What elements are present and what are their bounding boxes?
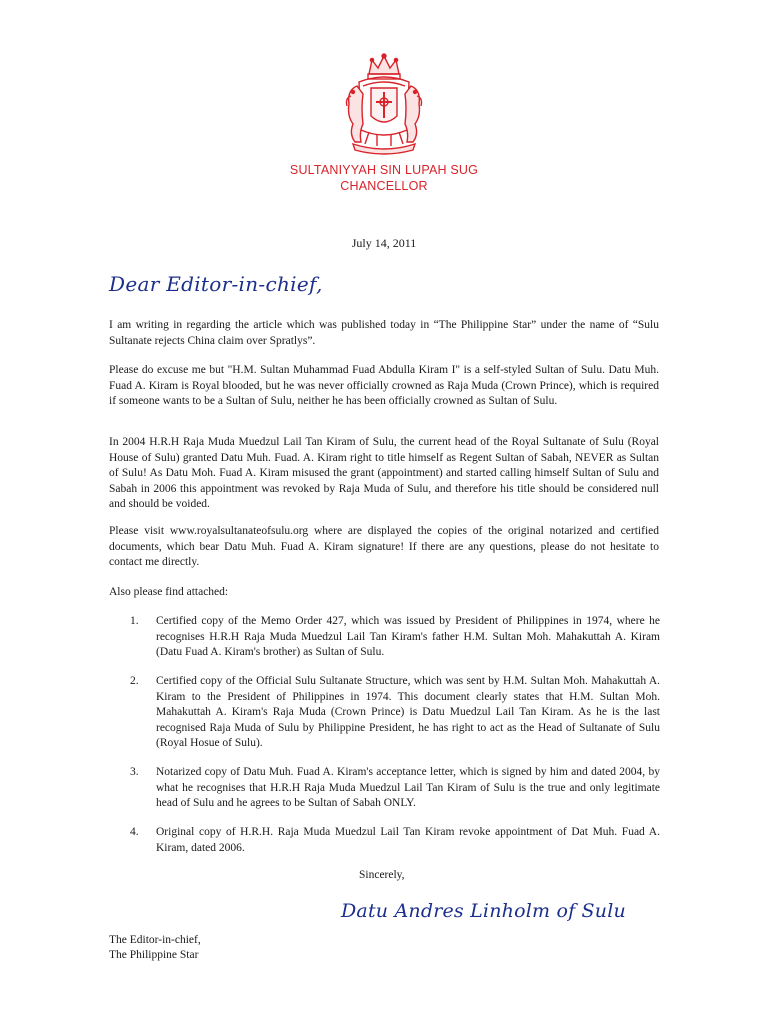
list-item-text: Original copy of H.R.H. Raja Muda Muedzul Lail Tan Kiram revoke appointment of Dat Muh. Fuad A. Kiram, dated 2006.	[156, 826, 660, 854]
salutation: Dear Editor-in-chief,	[109, 272, 323, 296]
list-item-text: Notarized copy of Datu Muh. Fuad A. Kiram's acceptance letter, which is signed by him and dated 2004, by what he recognises that H.R.H Raja Muda Muedzul Lail Tan Kiram of Sulu is the true and only legitimate head of Sulu and he agrees to be Sultan of Sabah ONLY.	[156, 766, 660, 810]
body-paragraph: In 2004 H.R.H Raja Muda Muedzul Lail Tan Kiram of Sulu, the current head of the Royal Sultanate of Sulu (Royal House of Sulu) granted Datu Muh. Fuad. A. Kiram right to title himself as Regent Sultan of Sabah, NEVER as Sultan of Sulu! As Datu Moh. Fuad A. Kiram misused the grant (appointment) and started calling himself Sultan of Sulu and Sabah in 2006 this appointment was revoked by Raja Muda of Sulu, and therefore his title should be considered null and should be voided.	[109, 436, 659, 511]
body-paragraph: I am writing in regarding the article which was published today in “The Philippine Star” under the name of “Sulu Sultanate rejects China claim over Spratlys”.	[109, 319, 659, 347]
recipient-line: The Philippine Star	[109, 949, 199, 961]
closing: Sincerely,	[359, 869, 405, 881]
organization-name: SULTANIYYAH SIN LUPAH SUG	[289, 163, 479, 177]
list-item-number: 1.	[130, 615, 139, 627]
letter-date: July 14, 2011	[351, 236, 417, 250]
list-item	[130, 825, 660, 856]
recipient-line: The Editor-in-chief,	[109, 934, 201, 946]
list-item-number: 4.	[130, 826, 139, 838]
list-item-text: Certified copy of the Official Sulu Sultanate Structure, which was sent by H.M. Sultan Moh. Mahakuttah A. Kiram to the President of Philippines in 1974. This document clearly states that H.M. Sultan Moh. Mahakuttah A. Kiram's Raja Muda (Crown Prince) is Datu Muedzul Lail Tan Kiram. As he is the last recognised Raja Muda of Sulu by Philippine President, he has right to act as the Head of Sultanate of Sulu (Royal Hosue of Sulu).	[156, 675, 660, 750]
coat-of-arms-icon	[339, 52, 429, 158]
body-paragraph: Please do excuse me but "H.M. Sultan Muhammad Fuad Abdulla Kiram I" is a self-styled Sultan of Sulu. Datu Muh. Fuad A. Kiram is Royal blooded, but he was never officially crowned as Raja Muda (Crown Prince), which is required if someone wants to be a Sultan of Sulu, neither he has been officially crowned as Sultan of Sulu.	[109, 364, 659, 408]
list-item	[130, 674, 660, 752]
attachments-intro: Also please find attached:	[109, 586, 229, 598]
list-item-number: 3.	[130, 766, 139, 778]
organization-office: CHANCELLOR	[340, 179, 428, 193]
list-item	[130, 765, 660, 812]
list-item-number: 2.	[130, 675, 139, 687]
body-paragraph: Please visit www.royalsultanateofsulu.org where are displayed the copies of the original notarized and certified documents, which bear Datu Muh. Fuad A. Kiram signature! If there are any questions, please do not hesitate to contact me directly.	[109, 525, 659, 569]
signature: Datu Andres Linholm of Sulu	[341, 900, 626, 922]
list-item-text: Certified copy of the Memo Order 427, which was issued by President of Philippines in 1974, where he recognises H.R.H Raja Muda Muedzul Lail Tan Kiram's father H.M. Sultan Moh. Mahakuttah A. Kiram (Datu Fuad A. Kiram's brother) as Sultan of Sulu.	[156, 615, 660, 659]
list-item	[130, 614, 660, 661]
